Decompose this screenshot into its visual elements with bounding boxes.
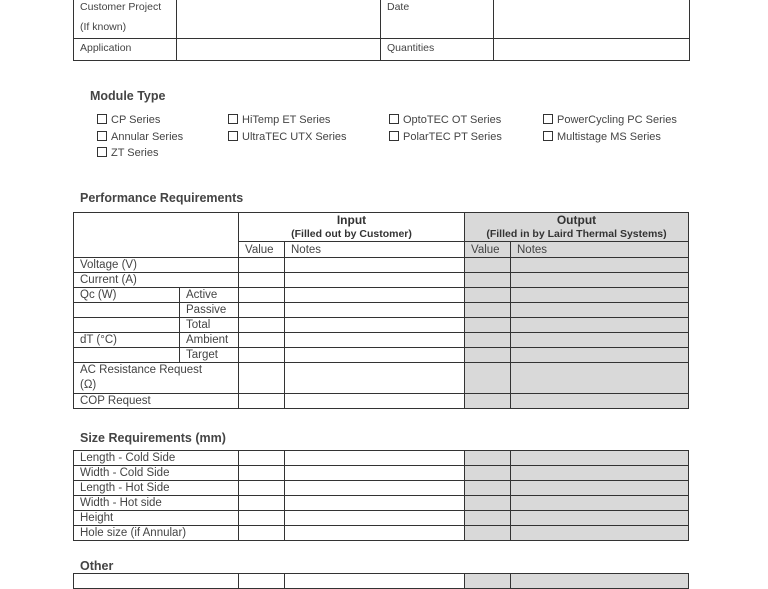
date-label-cell bbox=[381, 0, 494, 39]
performance-requirements-title: Performance Requirements bbox=[80, 191, 244, 205]
checkbox-powercycling-pc-series[interactable] bbox=[543, 114, 677, 126]
size-output-notes bbox=[511, 496, 689, 511]
qc-passive-output-notes bbox=[511, 303, 689, 318]
ac-resistance-output-value bbox=[465, 363, 511, 394]
checkbox-label: UltraTEC UTX Series bbox=[242, 131, 347, 143]
dt-ambient-output-notes bbox=[511, 333, 689, 348]
cop-input-value[interactable] bbox=[239, 394, 285, 409]
size-input-notes[interactable] bbox=[285, 466, 465, 481]
customer-project-label-cell bbox=[74, 0, 177, 39]
size-row-label: Width - Cold Side bbox=[74, 466, 239, 481]
if-known-label: (If known) bbox=[80, 21, 127, 33]
ac-resistance-input-value[interactable] bbox=[239, 363, 285, 394]
size-input-value[interactable] bbox=[239, 511, 285, 526]
dt-target-output-notes bbox=[511, 348, 689, 363]
checkbox-label: HiTemp ET Series bbox=[242, 114, 331, 126]
size-input-notes[interactable] bbox=[285, 496, 465, 511]
output-header-sub: (Filled in by Laird Thermal Systems) bbox=[486, 227, 667, 240]
checkbox-multistage-ms-series[interactable] bbox=[543, 131, 661, 143]
quantities-field[interactable] bbox=[494, 39, 690, 61]
application-label: Application bbox=[74, 39, 177, 61]
size-input-value[interactable] bbox=[239, 451, 285, 466]
size-output-value bbox=[465, 511, 511, 526]
size-row-label: Hole size (if Annular) bbox=[74, 526, 239, 541]
checkbox-label: PolarTEC PT Series bbox=[403, 131, 502, 143]
other-table bbox=[73, 573, 689, 589]
size-row-label: Height bbox=[74, 511, 239, 526]
checkbox-icon[interactable] bbox=[228, 131, 238, 141]
checkbox-icon[interactable] bbox=[389, 131, 399, 141]
voltage-label: Voltage (V) bbox=[74, 258, 239, 273]
output-notes-header: Notes bbox=[511, 242, 689, 258]
qc-active-output-notes bbox=[511, 288, 689, 303]
current-output-value bbox=[465, 273, 511, 288]
size-row-label: Width - Hot side bbox=[74, 496, 239, 511]
date-label: Date bbox=[387, 1, 410, 13]
current-output-notes bbox=[511, 273, 689, 288]
voltage-output-notes bbox=[511, 258, 689, 273]
qc-active-input-notes[interactable] bbox=[285, 288, 465, 303]
checkbox-label: CP Series bbox=[111, 114, 161, 126]
checkbox-hitemp-et-series[interactable] bbox=[228, 114, 330, 126]
size-output-value bbox=[465, 526, 511, 541]
voltage-output-value bbox=[465, 258, 511, 273]
qc-passive-label: Passive bbox=[180, 303, 239, 318]
dt-target-input-notes[interactable] bbox=[285, 348, 465, 363]
cop-input-notes[interactable] bbox=[285, 394, 465, 409]
checkbox-icon[interactable] bbox=[543, 114, 553, 124]
size-input-notes[interactable] bbox=[285, 511, 465, 526]
size-table bbox=[73, 450, 689, 541]
checkbox-ultratec-utx-series[interactable] bbox=[228, 131, 347, 143]
cop-output-value bbox=[465, 394, 511, 409]
output-header bbox=[465, 213, 689, 242]
dt-ambient-output-value bbox=[465, 333, 511, 348]
quantities-label: Quantities bbox=[381, 39, 494, 61]
input-value-header: Value bbox=[239, 242, 285, 258]
output-value-header: Value bbox=[465, 242, 511, 258]
checkbox-label: PowerCycling PC Series bbox=[557, 114, 677, 126]
current-input-value[interactable] bbox=[239, 273, 285, 288]
size-output-notes bbox=[511, 481, 689, 496]
module-type-title: Module Type bbox=[90, 89, 166, 103]
current-label: Current (A) bbox=[74, 273, 239, 288]
qc-total-output-value bbox=[465, 318, 511, 333]
qc-active-output-value bbox=[465, 288, 511, 303]
voltage-input-value[interactable] bbox=[239, 258, 285, 273]
qc-passive-input-notes[interactable] bbox=[285, 303, 465, 318]
qc-spacer bbox=[74, 318, 180, 333]
checkbox-polartec-pt-series[interactable] bbox=[389, 131, 502, 143]
size-output-notes bbox=[511, 466, 689, 481]
checkbox-optotec-ot-series[interactable] bbox=[389, 114, 501, 126]
input-notes-header: Notes bbox=[285, 242, 465, 258]
qc-active-input-value[interactable] bbox=[239, 288, 285, 303]
voltage-input-notes[interactable] bbox=[285, 258, 465, 273]
customer-project-label: Customer Project bbox=[80, 1, 162, 13]
performance-header-blank bbox=[74, 213, 239, 258]
size-output-value bbox=[465, 481, 511, 496]
checkbox-label: Multistage MS Series bbox=[557, 131, 661, 143]
dt-target-input-value[interactable] bbox=[239, 348, 285, 363]
checkbox-annular-series[interactable] bbox=[97, 131, 183, 143]
size-output-notes bbox=[511, 526, 689, 541]
qc-spacer bbox=[74, 303, 180, 318]
qc-total-label: Total bbox=[180, 318, 239, 333]
input-header bbox=[239, 213, 465, 242]
checkbox-label: Annular Series bbox=[111, 131, 184, 143]
dt-ambient-label: Ambient bbox=[180, 333, 239, 348]
size-output-value bbox=[465, 451, 511, 466]
cop-output-notes bbox=[511, 394, 689, 409]
checkbox-cp-series[interactable] bbox=[97, 114, 160, 126]
size-input-value[interactable] bbox=[239, 481, 285, 496]
date-field[interactable] bbox=[494, 0, 690, 39]
dt-spacer bbox=[74, 348, 180, 363]
checkbox-label: OptoTEC OT Series bbox=[403, 114, 502, 126]
size-input-notes[interactable] bbox=[285, 526, 465, 541]
checkbox-icon[interactable] bbox=[389, 114, 399, 124]
size-input-notes[interactable] bbox=[285, 451, 465, 466]
dt-ambient-input-value[interactable] bbox=[239, 333, 285, 348]
ac-resistance-output-notes bbox=[511, 363, 689, 394]
application-field[interactable] bbox=[177, 39, 381, 61]
qc-passive-output-value bbox=[465, 303, 511, 318]
checkbox-zt-series[interactable] bbox=[97, 147, 158, 159]
input-header-sub: (Filled out by Customer) bbox=[291, 227, 412, 240]
ac-resistance-label-line2: (Ω) bbox=[80, 379, 97, 391]
ac-resistance-input-notes[interactable] bbox=[285, 363, 465, 394]
input-header-title: Input bbox=[336, 212, 367, 227]
size-output-value bbox=[465, 496, 511, 511]
qc-total-output-notes bbox=[511, 318, 689, 333]
checkbox-icon[interactable] bbox=[228, 114, 238, 124]
checkbox-icon[interactable] bbox=[543, 131, 553, 141]
customer-project-field[interactable] bbox=[177, 0, 381, 39]
qc-total-input-notes[interactable] bbox=[285, 318, 465, 333]
checkbox-icon[interactable] bbox=[97, 114, 107, 124]
checkbox-label: ZT Series bbox=[111, 147, 159, 159]
size-row-label: Length - Hot Side bbox=[74, 481, 239, 496]
checkbox-icon[interactable] bbox=[97, 147, 107, 157]
size-input-value[interactable] bbox=[239, 466, 285, 481]
checkbox-icon[interactable] bbox=[97, 131, 107, 141]
ac-resistance-label-line1: AC Resistance Request bbox=[80, 364, 203, 376]
qc-total-input-value[interactable] bbox=[239, 318, 285, 333]
output-header-title: Output bbox=[556, 212, 597, 227]
qc-passive-input-value[interactable] bbox=[239, 303, 285, 318]
size-output-notes bbox=[511, 451, 689, 466]
customer-info-table bbox=[73, 0, 690, 61]
size-row-label: Length - Cold Side bbox=[74, 451, 239, 466]
qc-active-label: Active bbox=[180, 288, 239, 303]
cop-label: COP Request bbox=[74, 394, 239, 409]
size-requirements-title: Size Requirements (mm) bbox=[80, 431, 226, 445]
size-output-value bbox=[465, 466, 511, 481]
other-title: Other bbox=[80, 559, 114, 573]
dt-ambient-input-notes[interactable] bbox=[285, 333, 465, 348]
size-input-value[interactable] bbox=[239, 496, 285, 511]
dt-target-output-value bbox=[465, 348, 511, 363]
ac-resistance-label bbox=[74, 363, 239, 394]
qc-label: Qc (W) bbox=[74, 288, 180, 303]
size-output-notes bbox=[511, 511, 689, 526]
dt-label: dT (°C) bbox=[74, 333, 180, 348]
size-input-value[interactable] bbox=[239, 526, 285, 541]
size-input-notes[interactable] bbox=[285, 481, 465, 496]
performance-table bbox=[73, 212, 689, 409]
dt-target-label: Target bbox=[180, 348, 239, 363]
current-input-notes[interactable] bbox=[285, 273, 465, 288]
